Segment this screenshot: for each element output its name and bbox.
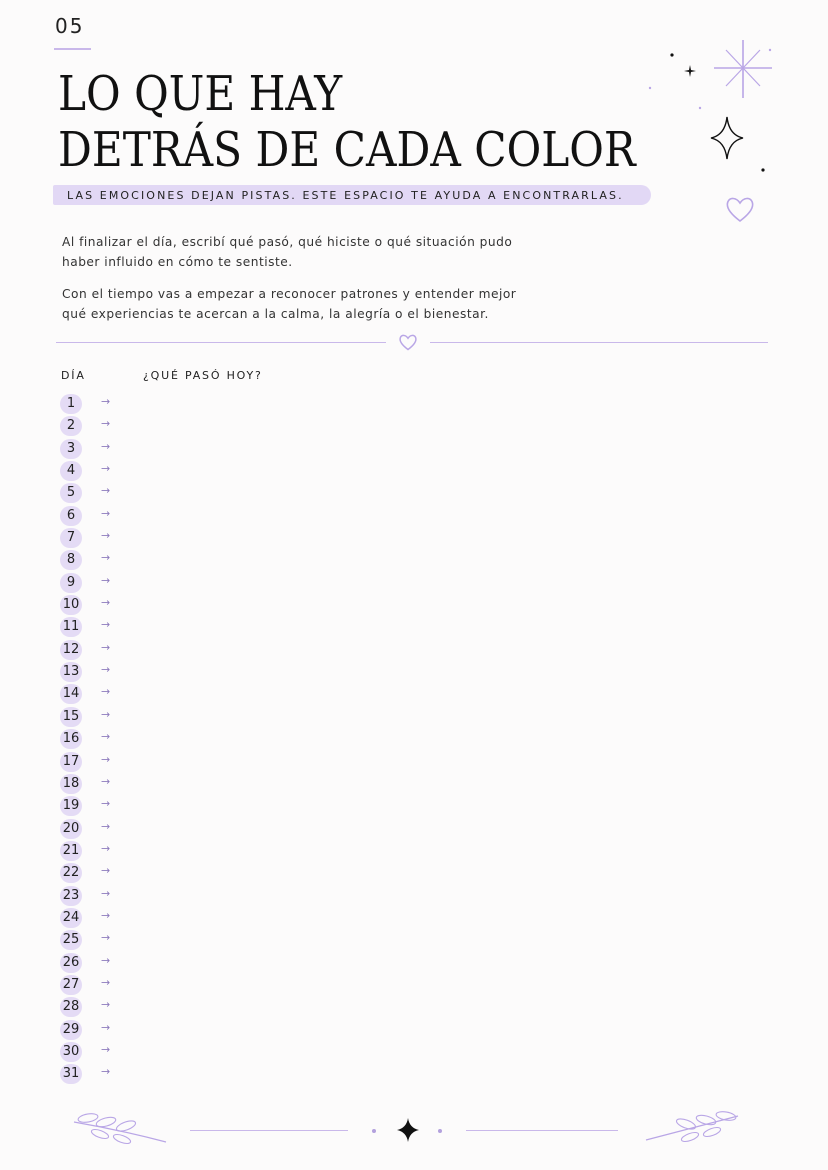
day-number-badge: 2 (60, 416, 82, 436)
leaf-branch-icon (642, 1110, 742, 1146)
day-number-badge: 17 (60, 752, 82, 772)
day-number-badge: 26 (60, 953, 82, 973)
arrow-right-icon: → (101, 1020, 111, 1034)
arrow-right-icon: → (101, 953, 111, 967)
page-number-underline (54, 48, 91, 50)
arrow-right-icon: → (101, 998, 111, 1012)
arrow-right-icon: → (101, 1065, 111, 1079)
arrow-right-icon: → (101, 551, 111, 565)
heart-icon (398, 333, 418, 351)
day-number-badge: 27 (60, 975, 82, 995)
intro-text (62, 232, 532, 336)
day-number-badge: 28 (60, 997, 82, 1017)
arrow-right-icon: → (101, 774, 111, 788)
day-number-badge: 8 (60, 550, 82, 570)
day-number-badge: 14 (60, 684, 82, 704)
arrow-right-icon: → (101, 886, 111, 900)
page-number: 05 (55, 14, 85, 38)
arrow-right-icon: → (101, 439, 111, 453)
subtitle: LAS EMOCIONES DEJAN PISTAS. ESTE ESPACIO TE AYUDA A ENCONTRARLAS. (67, 189, 624, 202)
arrow-right-icon: → (101, 864, 111, 878)
day-number-badge: 13 (60, 662, 82, 682)
arrow-right-icon: → (101, 841, 111, 855)
arrow-right-icon: → (101, 908, 111, 922)
footer-dot (438, 1129, 442, 1133)
arrow-right-icon: → (101, 797, 111, 811)
arrow-right-icon: → (101, 685, 111, 699)
arrow-right-icon: → (101, 975, 111, 989)
day-number-badge: 6 (60, 506, 82, 526)
arrow-right-icon: → (101, 506, 111, 520)
arrow-right-icon: → (101, 618, 111, 632)
arrow-right-icon: → (101, 1042, 111, 1056)
day-number-badge: 21 (60, 841, 82, 861)
day-number-badge: 22 (60, 863, 82, 883)
arrow-right-icon: → (101, 730, 111, 744)
arrow-right-icon: → (101, 462, 111, 476)
star-icon (397, 1118, 419, 1142)
day-number-badge: 10 (60, 595, 82, 615)
day-number-badge: 19 (60, 796, 82, 816)
divider-line-left (56, 342, 386, 343)
arrow-right-icon: → (101, 417, 111, 431)
day-number-badge: 9 (60, 573, 82, 593)
day-number-badge: 23 (60, 886, 82, 906)
arrow-right-icon: → (101, 752, 111, 766)
footer-dot (372, 1129, 376, 1133)
day-number-badge: 12 (60, 640, 82, 660)
day-number-badge: 31 (60, 1064, 82, 1084)
day-number-badge: 18 (60, 774, 82, 794)
day-number-badge: 16 (60, 729, 82, 749)
page-title (58, 66, 636, 178)
arrow-right-icon: → (101, 931, 111, 945)
day-number-badge: 29 (60, 1020, 82, 1040)
day-number-badge: 3 (60, 439, 82, 459)
day-number-badge: 11 (60, 617, 82, 637)
column-header-what-happened: ¿QUÉ PASÓ HOY? (143, 369, 263, 382)
column-header-day: DÍA (61, 369, 86, 382)
arrow-right-icon: → (101, 529, 111, 543)
title-line-1: LO QUE HAY (58, 66, 343, 122)
intro-paragraph-2: Con el tiempo vas a empezar a reconocer patrones y entender mejor qué experiencias te acercan a la calma, la alegría o el bienestar. (62, 287, 517, 321)
day-number-badge: 24 (60, 908, 82, 928)
title-line-2: DETRÁS DE CADA COLOR (58, 122, 636, 178)
arrow-right-icon: → (101, 484, 111, 498)
day-number-badge: 1 (60, 394, 82, 414)
arrow-right-icon: → (101, 395, 111, 408)
four-point-star-icon (709, 115, 745, 161)
leaf-branch-icon (70, 1112, 170, 1148)
day-number-badge: 5 (60, 483, 82, 503)
footer-line-right (466, 1130, 618, 1131)
day-number-badge: 15 (60, 707, 82, 727)
day-number-badge: 25 (60, 930, 82, 950)
intro-paragraph-1: Al finalizar el día, escribí qué pasó, qué hiciste o qué situación pudo haber influido en cómo te sentiste. (62, 235, 513, 269)
day-number-badge: 20 (60, 819, 82, 839)
arrow-right-icon: → (101, 819, 111, 833)
arrow-right-icon: → (101, 663, 111, 677)
day-number-badge: 30 (60, 1042, 82, 1062)
arrow-right-icon: → (101, 573, 111, 587)
day-number-badge: 7 (60, 528, 82, 548)
arrow-right-icon: → (101, 707, 111, 721)
arrow-right-icon: → (101, 640, 111, 654)
divider-line-right (430, 342, 768, 343)
footer-line-left (190, 1130, 348, 1131)
heart-icon (724, 195, 756, 223)
day-number-badge: 4 (60, 461, 82, 481)
arrow-right-icon: → (101, 596, 111, 610)
